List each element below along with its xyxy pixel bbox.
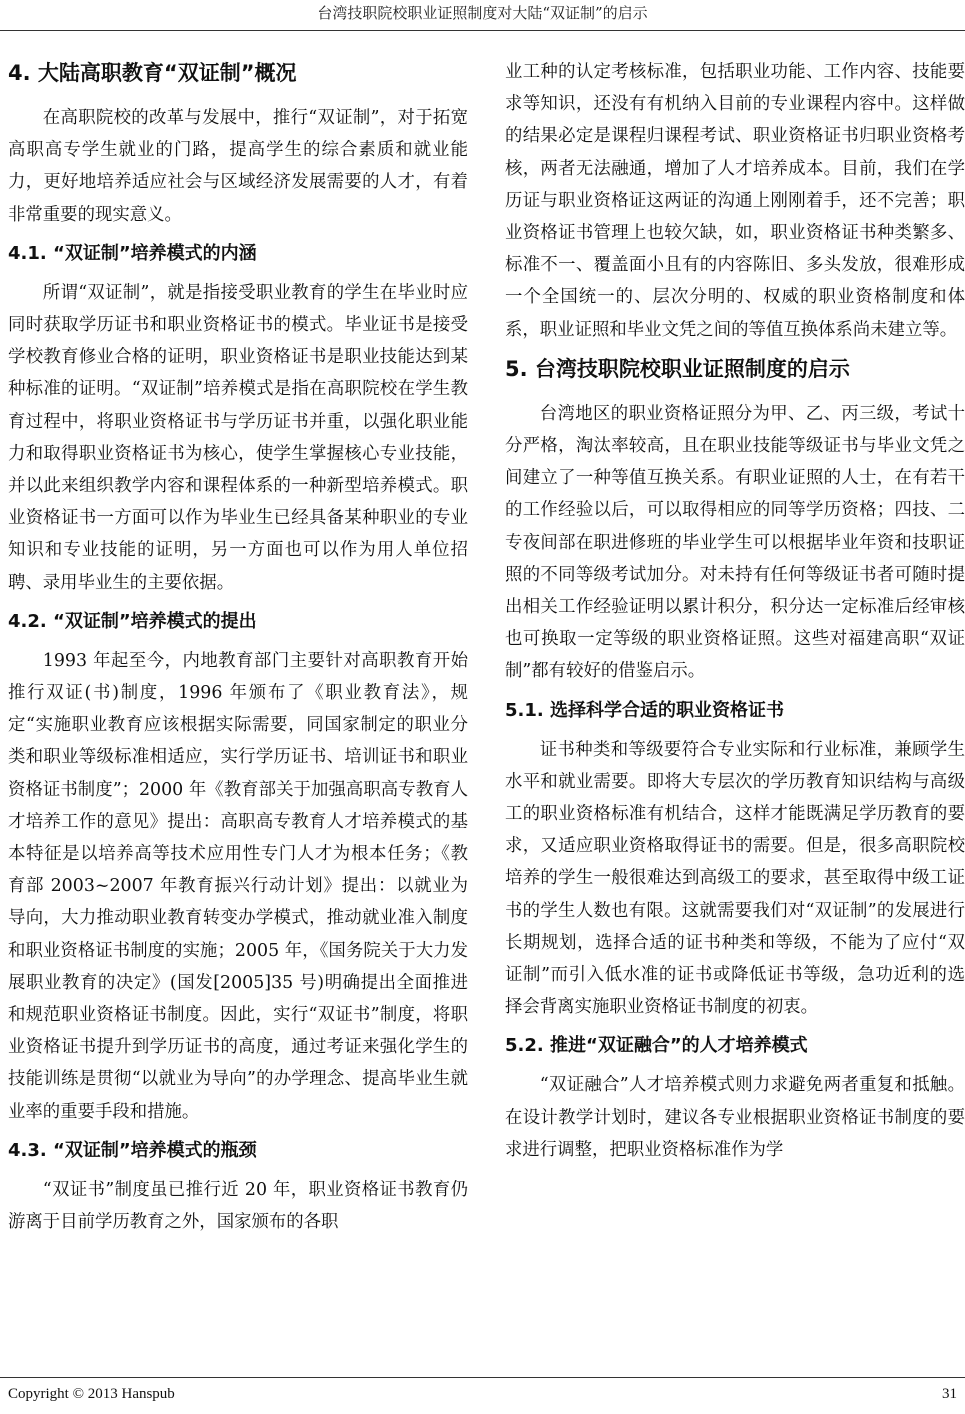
section-5-1-paragraph: 证书种类和等级要符合专业实际和行业标准，兼顾学生水平和就业需要。即将大专层次的学历教育知识结构与高级工的职业资格标准有机结合，这样才能既满足学历教育的要求，又适应职业资格取得证书的需要。但是，很多高职院校培养的学生一般很难达到高级工的要求，甚至取得中级工证书的学生人数也有限。这就需要我们对“双证制”的发展进行长期规划，选择合适的证书种类和等级，不能为了应付“双证制”而引入低水准的证书或降低证书等级，急功近利的选择会背离实施职业资格证书制度的初衷。 [505, 739, 965, 1018]
page-number: 31 [942, 1386, 957, 1402]
running-title: 台湾技职院校职业证照制度对大陆“双证制”的启示 [317, 4, 648, 22]
page-footer [0, 1377, 965, 1414]
section-4-3-continued: 业工种的认定考核标准，包括职业功能、工作内容、技能要求等知识，还没有有机纳入目前的专业课程内容中。这样做的结果必定是课程归课程考试、职业资格证书归职业资格考核，两者无法融通，增加了人才培养成本。目前，我们在学历证与职业资格证这两证的沟通上刚刚着手，还不完善；职业资格证书管理上也较欠缺，如，职业资格证书种类繁多、标准不一、覆盖面小且有的内容陈旧、多头发放，很难形成一个全国统一的、层次分明的、权威的职业资格制度和体系，职业证照和毕业文凭之间的等值互换体系尚未建立等。 [505, 62, 965, 340]
section-4-3-paragraph: “双证书”制度虽已推行近 20 年，职业资格证书教育仍游离于目前学历教育之外，国家颁布的各职 [8, 1179, 468, 1233]
section-4-1-heading: 4.1. “双证制”培养模式的内涵 [8, 242, 257, 264]
running-header [0, 0, 965, 31]
section-4-heading: 4. 大陆高职教育“双证制”概况 [8, 61, 297, 85]
section-4-3-heading: 4.3. “双证制”培养模式的瓶颈 [8, 1139, 257, 1161]
section-5-paragraph: 台湾地区的职业资格证照分为甲、乙、丙三级，考试十分严格，淘汰率较高，且在职业技能等级证书与毕业文凭之间建立了一种等值互换关系。有职业证照的人士，在有若干的工作经验以后，可以取得相应的同等学历资格；四技、二专夜间部在职进修班的毕业学生可以根据毕业年资和技职证照的不同等级考试加分。对未持有任何等级证书者可随时提出相关工作经验证明以累计积分，积分达一定标准后经审核也可换取一定等级的职业资格证照。这些对福建高职“双证制”都有较好的借鉴启示。 [505, 403, 965, 682]
left-column [8, 50, 468, 1246]
section-4-paragraph: 在高职院校的改革与发展中，推行“双证制”，对于拓宽高职高专学生就业的门路，提高学生的综合素质和就业能力，更好地培养适应社会与区域经济发展需要的人才，有着非常重要的现实意义。 [8, 108, 468, 225]
section-4-1-paragraph: 所谓“双证制”，就是指接受职业教育的学生在毕业时应同时获取学历证书和职业资格证书的模式。毕业证书是接受学校教育修业合格的证明，职业资格证书是职业技能达到某种标准的证明。“双证制”培养模式是指在高职院校在学生教育过程中，将职业资格证书与学历证书并重，以强化职业能力和取得职业资格证书为核心，使学生掌握核心专业技能，并以此来组织教学内容和课程体系的一种新型培养模式。职业资格证书一方面可以作为毕业生已经具备某种职业的专业知识和专业技能的证明，另一方面也可以作为用人单位招聘、录用毕业生的主要依据。 [8, 282, 468, 593]
section-5-heading: 5. 台湾技职院校职业证照制度的启示 [505, 356, 850, 381]
section-4-2-paragraph: 1993 年起至今，内地教育部门主要针对高职教育开始推行双证(书)制度，1996 年颁布了《职业教育法》，规定“实施职业教育应该根据实际需要，同国家制定的职业分类和职业等级标准相适应，实行学历证书、培训证书和职业资格证书制度”；2000 年《教育部关于加强高职高专教育人才培养工作的意见》提出：高职高专教育人才培养模式的基本特征是以培养高等技术应用性专门人才为根本任务；《教育部 2003~2007 年教育振兴行动计划》提出：以就业为导向，大力推动职业教育转变办学模式，推动就业准入制度和职业资格证书制度的实施；2005 年，《国务院关于大力发展职业教育的决定》(国发[2005]35 号)明确提出全面推进和规范职业资格证书制度。因此，实行“双证书”制度，将职业资格证书提升到学历证书的高度，通过考证来强化学生的技能训练是贯彻“以就业为导向”的办学理念、提高毕业生就业率的重要手段和措施。 [8, 650, 468, 1122]
section-4-2-heading: 4.2. “双证制”培养模式的提出 [8, 610, 257, 632]
section-5-2-paragraph: “双证融合”人才培养模式则力求避免两者重复和抵触。在设计教学计划时，建议各专业根据职业资格证书制度的要求进行调整，把职业资格标准作为学 [505, 1075, 965, 1160]
right-column [505, 56, 965, 1174]
copyright-notice: Copyright © 2013 Hanspub [8, 1386, 175, 1402]
section-5-2-heading: 5.2. 推进“双证融合”的人才培养模式 [505, 1035, 808, 1057]
section-5-1-heading: 5.1. 选择科学合适的职业资格证书 [505, 699, 784, 721]
